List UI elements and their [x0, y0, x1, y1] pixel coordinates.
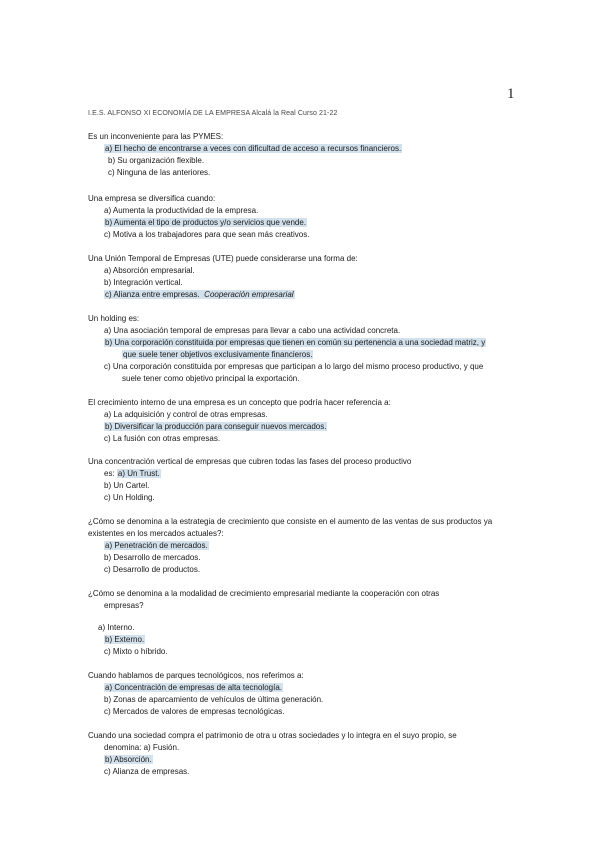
- answer-a: a) Una asociación temporal de empresas para llevar a cabo una actividad concreta.: [104, 326, 401, 335]
- answer-c-text: c) Alianza entre empresas.: [105, 290, 200, 299]
- answer-a: a) Interno.: [98, 623, 135, 632]
- question-stem-line2: existentes en los mercados actuales?:: [88, 529, 224, 538]
- question-9: [88, 670, 518, 718]
- question-stem-line2: empresas?: [104, 601, 144, 610]
- answer-b-correct: b) Externo.: [105, 635, 145, 644]
- answer-c-correct: [104, 290, 295, 299]
- answer-a: a) Absorción empresarial.: [104, 266, 195, 275]
- page-number: 1: [507, 86, 515, 102]
- answer-c: c) Mercados de valores de empresas tecnológicas.: [104, 707, 285, 716]
- question-stem: Una concentración vertical de empresas que cubren todas las fases del proceso productivo: [88, 457, 412, 466]
- answer-c: c) La fusión con otras empresas.: [104, 434, 221, 443]
- question-stem-line1: Cuando una sociedad compra el patrimonio de otra u otras sociedades y lo integra en el suyo propio, se: [88, 731, 457, 740]
- answer-b: b) Zonas de aparcamiento de vehículos de última generación.: [104, 695, 324, 704]
- question-stem-line2: denomina:: [104, 743, 142, 752]
- question-1: [88, 131, 518, 179]
- question-8: [88, 588, 518, 612]
- question-7: [88, 516, 518, 576]
- answer-c: c) Alianza de empresas.: [104, 767, 190, 776]
- answer-b: b) Desarrollo de mercados.: [104, 553, 201, 562]
- answer-c: c) Mixto o híbrido.: [104, 647, 168, 656]
- answer-b: b) Su organización flexible.: [108, 156, 205, 165]
- answer-b-correct: b) Diversificar la producción para conseguir nuevos mercados.: [105, 422, 327, 431]
- answer-a-correct: a) Concentración de empresas de alta tecnología.: [105, 683, 282, 692]
- answer-c: c) Un Holding.: [104, 493, 155, 502]
- question-10: [88, 730, 518, 778]
- answer-b-correct-line2: que suele tener objetivos exclusivamente financieros.: [123, 350, 313, 359]
- question-8-answers: [88, 622, 518, 658]
- answer-a: a) Aumenta la productividad de la empresa.: [104, 206, 259, 215]
- answer-a: a) Fusión.: [143, 743, 180, 752]
- question-stem: Es un inconveniente para las PYMES:: [88, 132, 224, 141]
- question-stem: Un holding es:: [88, 314, 140, 323]
- question-5: [88, 397, 518, 445]
- question-3: [88, 253, 518, 301]
- question-6: [88, 456, 518, 504]
- answer-c: c) Desarrollo de productos.: [104, 565, 201, 574]
- answer-a-correct: a) Un Trust.: [117, 469, 160, 478]
- document-header: I.E.S. ALFONSO XI ECONOMÍA DE LA EMPRESA Alcalá la Real Curso 21-22: [88, 110, 338, 117]
- question-stem: Una empresa se diversifica cuando:: [88, 194, 216, 203]
- answer-a-correct: a) Penetración de mercados.: [105, 541, 208, 550]
- answer-b: b) Integración vertical.: [104, 278, 183, 287]
- question-2: [88, 193, 518, 241]
- question-stem-line1: ¿Cómo se denomina a la modalidad de crecimiento empresarial mediante la cooperación con otras: [88, 589, 440, 598]
- question-stem-line1: ¿Cómo se denomina a la estrategia de crecimiento que consiste en el aumento de las ventas de sus productos ya: [88, 517, 493, 526]
- question-stem: Una Unión Temporal de Empresas (UTE) puede considerarse una forma de:: [88, 254, 358, 263]
- answer-a: a) La adquisición y control de otras empresas.: [104, 410, 268, 419]
- question-stem: El crecimiento interno de una empresa es un concepto que podría hacer referencia a:: [88, 398, 391, 407]
- answer-c-note: Cooperación empresarial: [204, 290, 294, 299]
- answer-b-correct: b) Aumenta el tipo de productos y/o servicios que vende.: [105, 218, 307, 227]
- answer-c: c) Motiva a los trabajadores para que sean más creativos.: [104, 230, 310, 239]
- answer-a-correct: a) El hecho de encontrarse a veces con dificultad de acceso a recursos financieros.: [105, 144, 402, 153]
- answer-c-line2: suele tener como objetivo principal la exportación.: [122, 374, 300, 383]
- answer-b-correct-line1: b) Una corporación constituida por empresas que tienen en común su pertenencia a una sociedad matriz, y: [105, 338, 486, 347]
- answer-c: c) Ninguna de las anteriores.: [108, 168, 211, 177]
- answer-c-line1: c) Una corporación constituida por empresas que participan a lo largo del mismo proceso productivo, y que: [104, 362, 484, 371]
- answer-b: b) Un Cartel.: [104, 481, 150, 490]
- question-stem: Cuando hablamos de parques tecnológicos, nos referimos a:: [88, 671, 304, 680]
- answer-b-correct: b) Absorción.: [105, 755, 152, 764]
- question-stem-cont: es:: [104, 469, 115, 478]
- question-4: [88, 313, 518, 385]
